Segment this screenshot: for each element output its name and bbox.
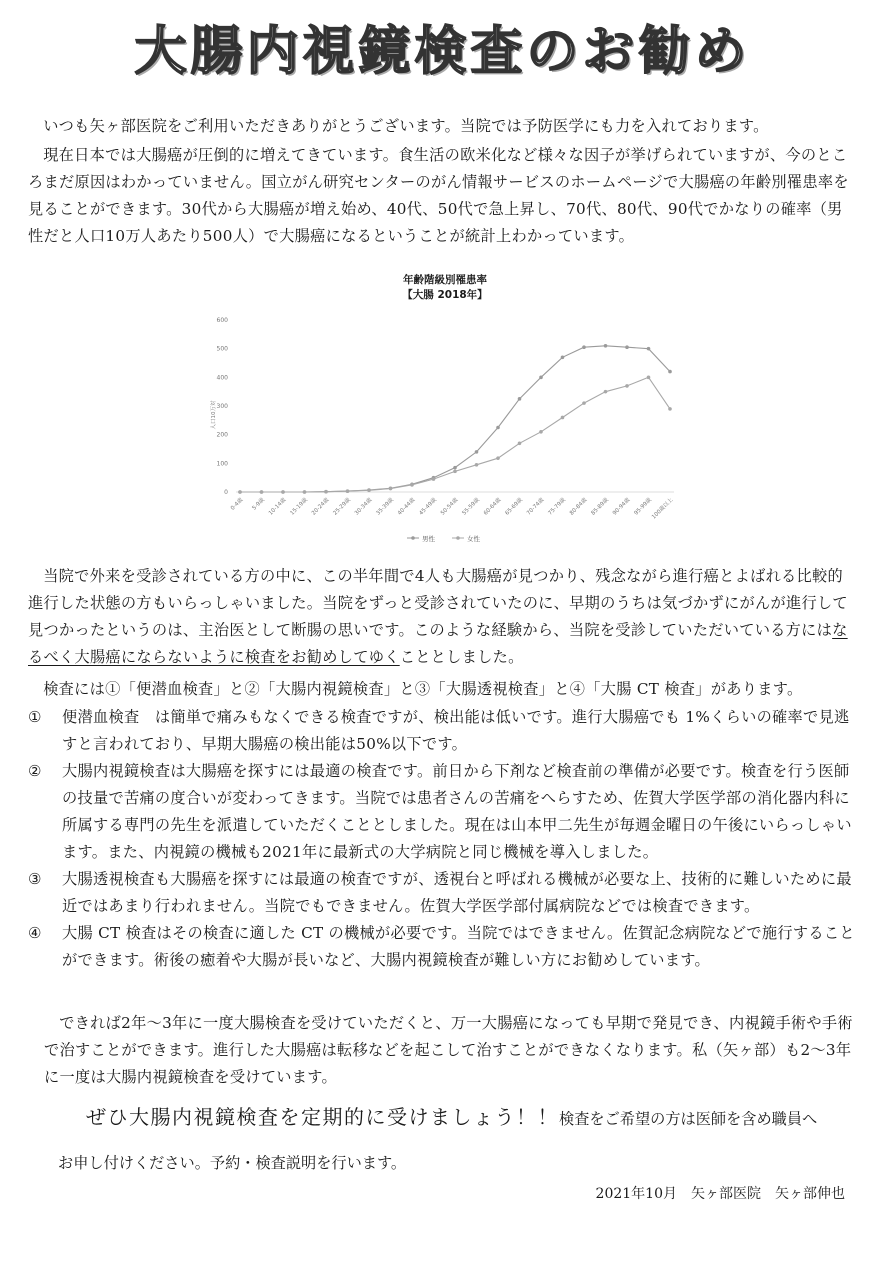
data-point [475, 463, 479, 467]
recommendation-underlined: なるべく大腸癌にならないように検査をお勧めしてゆく [28, 621, 848, 666]
x-tick-label: 5-9歳 [251, 497, 266, 512]
x-tick-label: 95-99歳 [633, 497, 653, 517]
y-tick-label: 500 [216, 345, 228, 353]
x-tick-label: 75-79歳 [547, 497, 567, 517]
data-point [604, 344, 608, 348]
y-tick-label: 300 [216, 403, 228, 410]
callout-line-2: お申し付けください。予約・検査説明を行います。 [58, 1154, 407, 1172]
y-tick-label: 0 [224, 489, 228, 496]
data-point [496, 456, 500, 460]
y-tick-label: 200 [216, 431, 228, 439]
data-point [668, 370, 672, 374]
data-point [539, 430, 543, 434]
list-text: 大腸 CT 検査はその検査に適した CT の機械が必要です。当院ではできません。佐賀記念病院などで施行することができます。術後の癒着や大腸が長いなど、大腸内視鏡検査が難しい方にお勧めしています。 [62, 924, 855, 969]
data-point [647, 376, 651, 380]
x-tick-label: 90-94歳 [611, 497, 632, 517]
body-paragraph-3-b: こととしました。 [399, 648, 524, 666]
list-text: 大腸内視鏡検査は大腸癌を探すには最適の検査です。前日から下剤など検査前の準備が必要です。検査を行う医師の技量で苦痛の度合いが変わってきます。当院では患者さんの苦痛をへらすため、佐賀大学医学部の消化器内科に所属する専門の先生を派遣していただくこととしました。現在は山本甲二先生が毎週金曜日の午後にいらっしゃいます。また、内視鏡の機械も2021年に最新式の大学病院と同じ機械を導入しました。 [62, 762, 852, 861]
intro-paragraph-2: 現在日本では大腸癌が圧倒的に増えてきています。食生活の欧米化など様々な因子が挙げられていますが、今のところまだ原因はわかっていません。国立がん研究センターのがん情報サービスのホームページで大腸癌の年齢別罹患率を見ることができます。30代から大腸癌が増え始め、40代、50代で急上昇し、70代、80代、90代でかなりの確率（男性だと人口10万人あたり500人）で大腸癌になるということが統計上わかっています。 [28, 146, 849, 245]
data-point [561, 355, 565, 359]
list-number: ④ [28, 924, 42, 942]
intro-paragraph-1: いつも矢ヶ部医院をご利用いただきありがとうございます。当院では予防医学にも力を入れております。 [43, 117, 769, 135]
data-point [367, 488, 371, 492]
x-tick-label: 45-49歳 [418, 497, 438, 517]
data-point [475, 450, 479, 454]
data-point [647, 347, 651, 351]
x-tick-label: 10-14歳 [267, 497, 288, 517]
x-tick-label: 100歳以上 [651, 497, 675, 521]
x-tick-label: 65-69歳 [504, 497, 524, 517]
data-point [453, 470, 457, 474]
data-point [518, 397, 522, 401]
chart-subtitle: 【大腸 2018年】 [402, 289, 488, 301]
data-point [389, 487, 393, 491]
data-point [604, 390, 608, 394]
list-number: ③ [28, 870, 42, 888]
list-text: 大腸透視検査も大腸癌を探すには最適の検査ですが、透視台と呼ばれる機械が必要な上、技術的に難しいために最近ではあまり行われません。当院でもできません。佐賀大学医学部付属病院などでは検査できます。 [62, 870, 852, 915]
data-point [303, 490, 307, 494]
data-point [432, 477, 436, 481]
data-point [496, 426, 500, 430]
x-tick-label: 50-54歳 [439, 497, 460, 517]
y-tick-label: 400 [216, 374, 228, 382]
legend-label: 男性 [422, 535, 435, 543]
data-point [625, 345, 629, 349]
closing-paragraph: できれば2年～3年に一度大腸検査を受けていただくと、万一大腸癌になっても早期で発見でき、内視鏡手術や手術で治すことができます。進行した大腸癌は転移などを起こして治すことができなくなります。私（矢ヶ部）も2～3年に一度は大腸内視鏡検査を受けています。 [44, 1014, 853, 1086]
x-tick-label: 35-39歳 [375, 497, 395, 517]
incidence-chart [195, 272, 695, 550]
legend-marker [456, 536, 460, 540]
data-point [668, 407, 672, 411]
list-item [28, 920, 858, 974]
x-tick-label: 85-89歳 [590, 497, 610, 517]
callout-big: ぜひ大腸内視鏡検査を定期的に受けましょう！！ [86, 1105, 559, 1129]
x-tick-label: 70-74歳 [525, 497, 546, 517]
page-title: 大腸内視鏡検査のお勧め [134, 22, 751, 82]
list-number: ① [28, 708, 42, 726]
body-paragraph-3 [28, 563, 858, 671]
data-point [281, 490, 285, 494]
list-text: 便潜血検査 は簡単で痛みもなくできる検査ですが、検出能は低いです。進行大腸癌でも 1%くらいの確率で見逃すと言われており、早期大腸癌の検出能は50%以下です。 [62, 708, 850, 753]
callout-small: 検査をご希望の方は医師を含め職員へ [559, 1110, 818, 1128]
body-paragraph-4: 検査には①「便潜血検査」と②「大腸内視鏡検査」と③「大腸透視検査」と④「大腸 CT 検査」があります。 [43, 680, 803, 698]
x-tick-label: 55-59歳 [461, 497, 481, 517]
x-tick-label: 15-19歳 [289, 497, 309, 517]
list-item [28, 866, 858, 920]
data-point [324, 490, 328, 494]
list-item [28, 758, 858, 866]
x-tick-label: 60-64歳 [482, 497, 503, 517]
signature: 2021年10月 矢ヶ部医院 矢ヶ部伸也 [595, 1186, 845, 1202]
data-point [582, 401, 586, 405]
data-point [561, 416, 565, 420]
y-tick-label: 600 [216, 317, 228, 324]
list-item [28, 704, 858, 758]
x-tick-label: 20-24歳 [310, 497, 331, 517]
data-point [582, 345, 586, 349]
chart-title: 年齢階級別罹患率 [403, 274, 487, 286]
legend-marker [411, 536, 415, 540]
callout-line-1 [28, 1104, 858, 1133]
data-point [346, 489, 350, 493]
legend-label: 女性 [467, 535, 480, 543]
x-tick-label: 80-84歳 [568, 497, 589, 517]
list-number: ② [28, 762, 42, 780]
x-tick-label: 40-44歳 [396, 497, 417, 517]
y-axis-label: 人口10万対 [211, 400, 217, 430]
series-line-female [240, 377, 670, 492]
x-tick-label: 25-29歳 [332, 497, 352, 517]
chart-plot [195, 305, 695, 550]
data-point [625, 384, 629, 388]
data-point [410, 483, 414, 487]
data-point [238, 490, 242, 494]
data-point [539, 376, 543, 380]
data-point [518, 441, 522, 445]
y-tick-label: 100 [216, 460, 228, 468]
exam-list [28, 704, 858, 974]
x-tick-label: 0-4歳 [229, 497, 245, 512]
body-paragraph-3-a: 当院で外来を受診されている方の中に、この半年間で4人も大腸癌が見つかり、残念ながら進行癌とよばれる比較的進行した状態の方もいらっしゃいました。当院をずっと受診されていたのに、早期のうちは気づかずにがんが進行して見つかったというのは、主治医として断腸の思いです。このような経験から、当院を受診していただいている方には [28, 567, 848, 639]
x-tick-label: 30-34歳 [353, 497, 374, 517]
data-point [453, 466, 457, 470]
data-point [260, 490, 264, 494]
